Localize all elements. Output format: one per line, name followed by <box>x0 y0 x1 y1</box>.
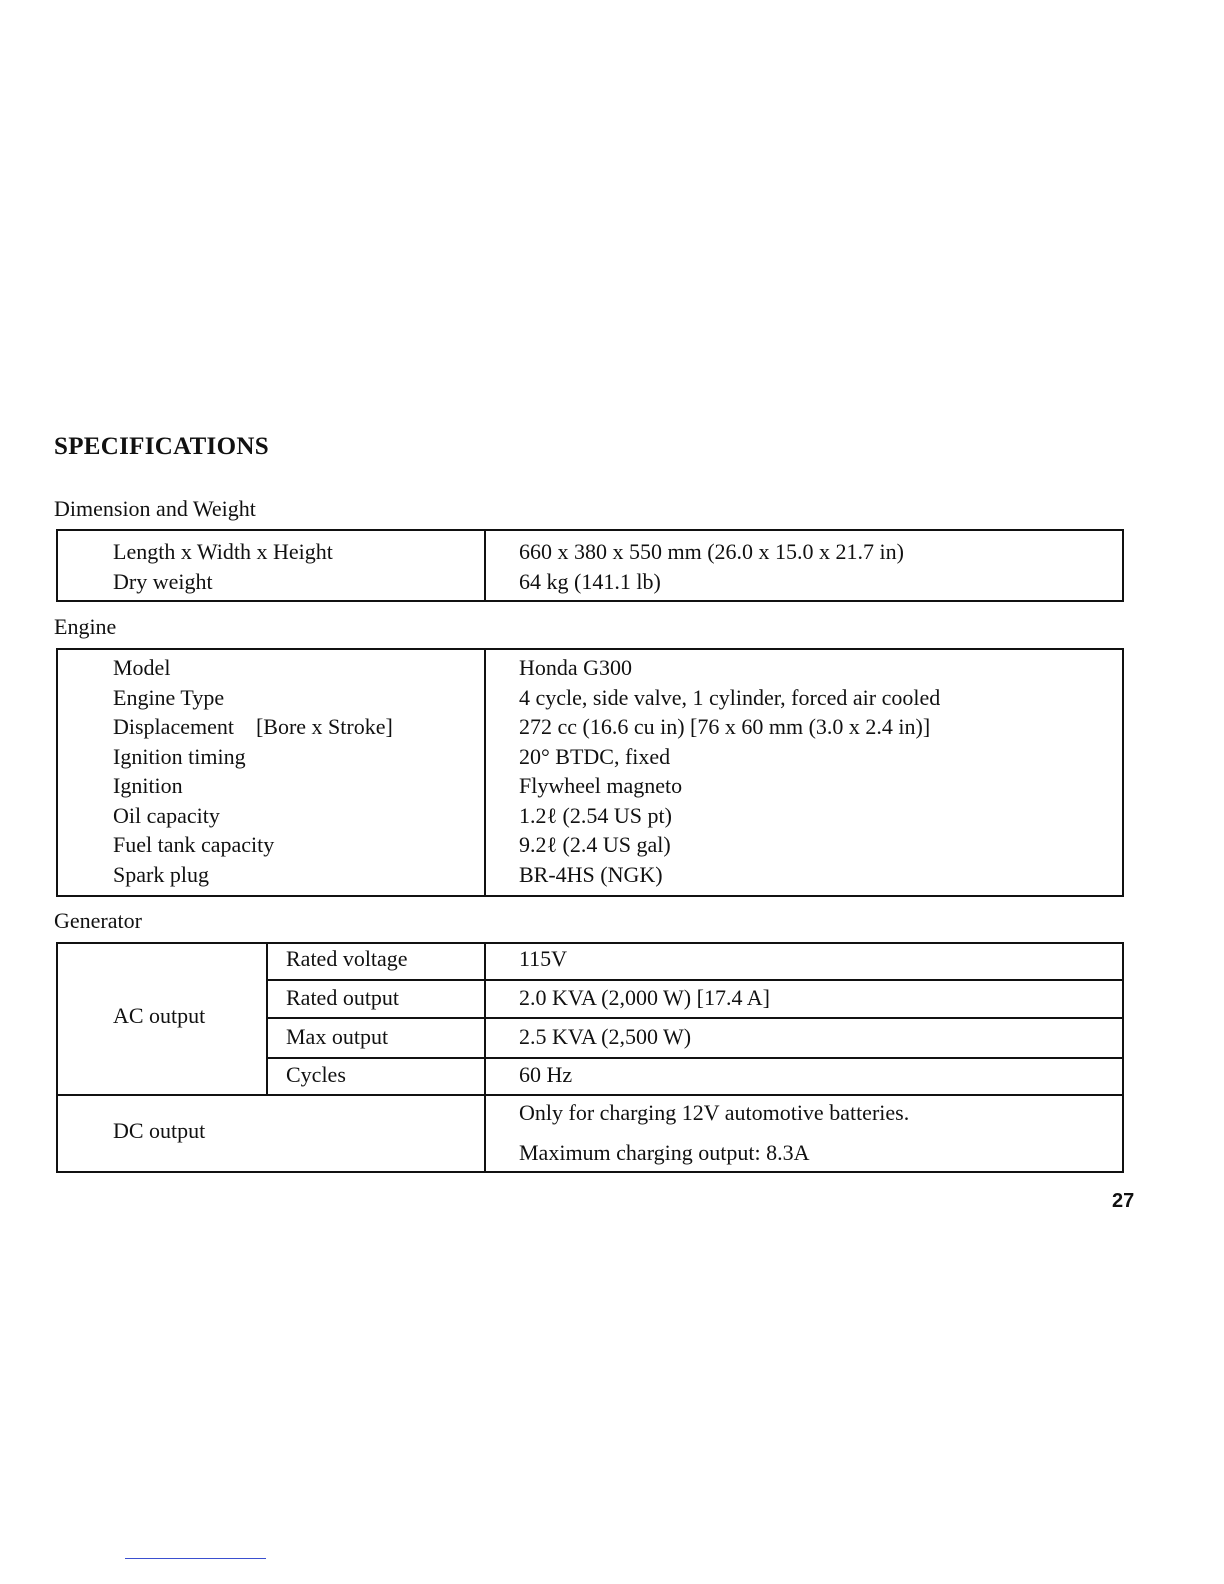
generator-table <box>56 942 1124 1173</box>
dimension-values <box>519 537 904 596</box>
page-number: 27 <box>1112 1190 1135 1212</box>
spec-name: Oil capacity <box>113 802 220 828</box>
engine-table <box>56 648 1124 897</box>
spec-value: Honda G300 <box>519 655 633 680</box>
dimension-table <box>56 529 1124 602</box>
engine-names <box>113 653 393 889</box>
spec-name: Model <box>113 655 171 680</box>
row-divider <box>266 979 1122 981</box>
column-divider <box>484 650 486 895</box>
spec-value: 272 cc (16.6 cu in) [76 x 60 mm (3.0 x 2.4 in)] <box>519 714 931 739</box>
spec-value: 660 x 380 x 550 mm (26.0 x 15.0 x 21.7 in) <box>519 539 904 564</box>
row-divider <box>266 1017 1122 1019</box>
spec-name-extra: [Bore x Stroke] <box>255 714 393 739</box>
spec-value: 20° BTDC, fixed <box>519 743 671 769</box>
engine-values <box>519 653 940 889</box>
spec-name: Engine Type <box>113 684 225 710</box>
spec-value: 4 cycle, side valve, 1 cylinder, forced air cooled <box>519 684 941 710</box>
footer-rule <box>125 1558 266 1559</box>
spec-name: Dry weight <box>113 568 213 594</box>
ac-output-label: AC output <box>113 1003 206 1028</box>
spec-value: 64 kg (141.1 lb) <box>519 568 661 594</box>
dimension-names <box>113 537 333 596</box>
dc-output-label: DC output <box>113 1118 206 1143</box>
ac-spec-value: 2.0 KVA (2,000 W) [17.4 A] <box>519 985 770 1010</box>
spec-value: BR-4HS (NGK) <box>519 861 663 887</box>
spec-value: 1.2ℓ (2.54 US pt) <box>519 802 672 828</box>
ac-spec-value: 2.5 KVA (2,500 W) <box>519 1024 692 1049</box>
spec-name: Spark plug <box>113 861 209 887</box>
ac-spec-name: Rated voltage <box>286 946 408 971</box>
section-label-engine: Engine <box>54 614 117 639</box>
spec-value: 9.2ℓ (2.4 US gal) <box>519 832 671 857</box>
spec-name: Fuel tank capacity <box>113 832 275 857</box>
dc-output-line: Only for charging 12V automotive batteries. <box>519 1100 910 1125</box>
spec-name-row <box>113 712 393 742</box>
page-title: SPECIFICATIONS <box>54 433 269 460</box>
spec-name: Ignition <box>113 773 183 798</box>
ac-subrow-divider <box>266 944 268 1094</box>
spec-name: Length x Width x Height <box>113 539 333 564</box>
spec-value: Flywheel magneto <box>519 773 683 798</box>
spec-name: Ignition timing <box>113 743 246 769</box>
column-divider <box>484 531 486 600</box>
ac-spec-value: 115V <box>519 946 568 971</box>
spec-name: Displacement <box>113 714 234 739</box>
dc-output-line: Maximum charging output: 8.3A <box>519 1140 810 1165</box>
section-label-dimension: Dimension and Weight <box>54 496 256 521</box>
ac-spec-name: Max output <box>286 1024 389 1049</box>
section-divider <box>58 1094 1122 1096</box>
ac-spec-name: Cycles <box>286 1062 346 1087</box>
ac-spec-value: 60 Hz <box>519 1062 573 1087</box>
ac-spec-name: Rated output <box>286 985 400 1010</box>
row-divider <box>266 1057 1122 1059</box>
section-label-generator: Generator <box>54 908 142 933</box>
